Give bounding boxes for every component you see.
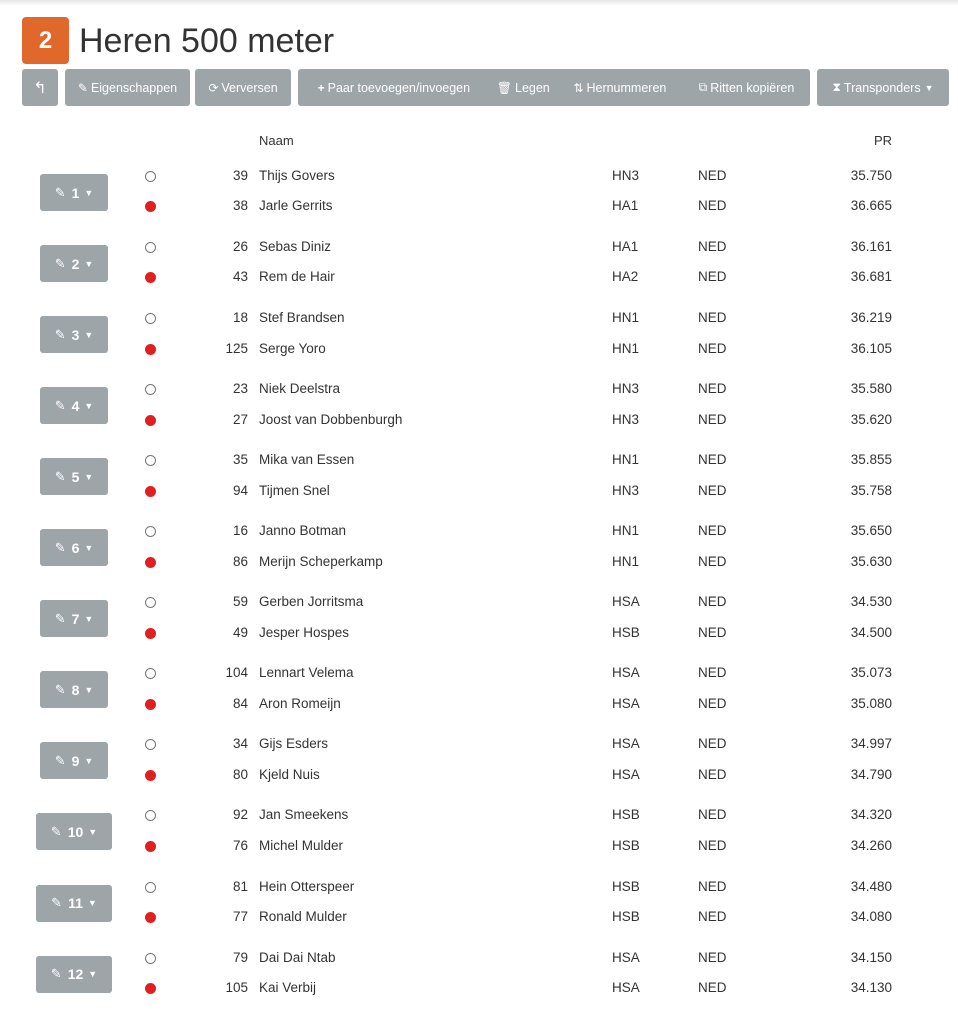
clear-button[interactable] (490, 69, 557, 106)
skater-row[interactable] (0, 517, 958, 547)
skater-nationality: NED (698, 198, 727, 214)
hourglass-icon: ⧗ (832, 80, 841, 94)
skater-nationality: NED (698, 624, 727, 640)
heat-number: 4 (71, 397, 80, 414)
caret-down-icon: ▼ (84, 187, 94, 198)
skater-category: HSA (612, 594, 640, 610)
skater-personal-record: 34.530 (850, 594, 892, 610)
skater-nationality: NED (698, 908, 727, 924)
heat-number: 12 (67, 966, 84, 983)
skater-row[interactable] (0, 974, 958, 1004)
skater-number: 84 (232, 695, 248, 711)
heat-number: 11 (68, 895, 83, 911)
skater-category: HA1 (612, 239, 639, 255)
skater-personal-record: 35.758 (850, 482, 892, 498)
skater-nationality: NED (698, 482, 727, 498)
skater-category: HSA (612, 949, 640, 965)
outer-lane-red-dot-icon (145, 912, 156, 923)
top-shadow (0, 0, 958, 6)
skater-nationality: NED (698, 452, 727, 468)
renumber-button[interactable] (557, 69, 683, 106)
skater-personal-record: 36.681 (850, 269, 892, 285)
skater-category: HN1 (612, 523, 640, 539)
skater-name: Lennart Velema (259, 665, 354, 681)
outer-lane-red-dot-icon (145, 201, 156, 212)
skater-category: HSA (612, 695, 640, 711)
skater-number: 105 (225, 979, 248, 995)
outer-lane-red-dot-icon (145, 770, 156, 781)
skater-category: HN3 (612, 482, 640, 498)
skater-nationality: NED (698, 269, 727, 285)
skater-category: HN3 (612, 381, 640, 397)
skater-personal-record: 35.630 (850, 553, 892, 569)
skater-row[interactable] (0, 477, 958, 507)
skater-personal-record: 34.260 (850, 837, 892, 853)
skater-name: Merijn Scheperkamp (259, 553, 383, 569)
skater-row[interactable] (0, 944, 958, 974)
edit-icon: ✎ (54, 326, 66, 342)
skater-name: Mika van Essen (259, 452, 355, 468)
skater-nationality: NED (698, 411, 727, 427)
skater-nationality: NED (698, 381, 727, 397)
pair-actions-group (298, 69, 810, 106)
distance-number-badge: 2 (22, 17, 69, 64)
skater-name: Gerben Jorritsma (259, 594, 364, 610)
skater-number: 92 (232, 807, 248, 823)
inner-lane-white-circle-icon (145, 668, 156, 679)
skater-number: 39 (232, 168, 248, 183)
heat-number: 3 (71, 326, 80, 343)
skater-number: 104 (225, 665, 248, 681)
skater-personal-record: 34.130 (850, 979, 892, 995)
skater-category: HA1 (612, 198, 639, 214)
clear-label: Legen (515, 80, 550, 95)
properties-button[interactable] (65, 69, 190, 106)
skater-row[interactable] (0, 263, 958, 293)
column-header-pr: PR (873, 133, 892, 148)
outer-lane-red-dot-icon (145, 628, 156, 639)
skater-category: HN3 (612, 168, 640, 183)
inner-lane-white-circle-icon (145, 953, 156, 964)
caret-down-icon: ▼ (84, 613, 94, 624)
skater-category: HSB (612, 807, 640, 823)
skater-row[interactable] (0, 548, 958, 578)
skater-personal-record: 35.650 (850, 523, 892, 539)
skater-nationality: NED (698, 979, 727, 995)
skater-personal-record: 36.665 (850, 198, 892, 214)
skater-personal-record: 36.105 (850, 340, 892, 356)
edit-icon: ✎ (54, 397, 66, 413)
skater-category: HN1 (612, 340, 640, 356)
transponders-label: Transponders (843, 80, 921, 95)
skater-personal-record: 35.580 (850, 381, 892, 397)
heat-number: 9 (71, 752, 80, 769)
skater-personal-record: 34.150 (850, 949, 892, 965)
skater-number: 94 (232, 482, 248, 498)
skater-name: Serge Yoro (259, 340, 326, 356)
skater-nationality: NED (698, 665, 727, 681)
edit-icon: ✎ (54, 681, 66, 697)
skater-personal-record: 36.161 (850, 239, 892, 255)
copy-heats-label: Ritten kopiëren (710, 80, 795, 95)
skater-row[interactable] (0, 873, 958, 903)
caret-down-icon: ▼ (84, 755, 94, 766)
caret-down-icon: ▼ (84, 684, 94, 695)
skater-name: Gijs Esders (259, 736, 329, 752)
skater-name: Thijs Govers (259, 168, 335, 183)
skater-personal-record: 34.480 (850, 878, 892, 894)
caret-down-icon: ▼ (84, 258, 94, 269)
skater-number: 81 (232, 878, 248, 894)
skater-personal-record: 34.997 (850, 736, 892, 752)
skater-nationality: NED (698, 168, 727, 183)
skater-number: 43 (232, 269, 248, 285)
outer-lane-red-dot-icon (145, 557, 156, 568)
skater-personal-record: 35.073 (850, 665, 892, 681)
skater-category: HSA (612, 665, 640, 681)
skater-name: Niek Deelstra (259, 381, 341, 397)
caret-down-icon: ▼ (924, 82, 934, 93)
skater-name: Sebas Diniz (259, 239, 332, 255)
skater-row[interactable] (0, 304, 958, 334)
skater-nationality: NED (698, 878, 727, 894)
column-header-name: Naam (259, 133, 294, 148)
skater-nationality: NED (698, 239, 727, 255)
caret-down-icon: ▼ (84, 329, 94, 340)
edit-icon: ✎ (54, 255, 66, 271)
skater-nationality: NED (698, 340, 727, 356)
skater-nationality: NED (698, 594, 727, 610)
skater-number: 34 (232, 736, 248, 752)
skater-nationality: NED (698, 807, 727, 823)
skater-row[interactable] (0, 619, 958, 649)
skater-category: HSB (612, 908, 640, 924)
skater-number: 35 (232, 452, 248, 468)
edit-icon: ✎ (54, 539, 66, 555)
caret-down-icon: ▼ (87, 898, 97, 908)
back-button[interactable] (22, 69, 58, 106)
skater-number: 26 (232, 239, 248, 255)
skater-personal-record: 34.790 (850, 766, 892, 782)
refresh-label: Verversen (221, 80, 278, 95)
skater-row[interactable] (0, 233, 958, 263)
add-pair-label: Paar toevoegen/invoegen (327, 80, 471, 95)
skater-row[interactable] (0, 832, 958, 862)
copy-heats-button[interactable] (683, 69, 810, 106)
skater-name: Dai Dai Ntab (259, 949, 336, 965)
edit-icon: ✎ (50, 966, 62, 982)
skater-name: Jarle Gerrits (259, 198, 333, 214)
outer-lane-red-dot-icon (145, 841, 156, 852)
skater-number: 125 (225, 340, 248, 356)
outer-lane-red-dot-icon (145, 486, 156, 497)
renumber-label: Hernummeren (586, 80, 667, 95)
inner-lane-white-circle-icon (145, 526, 156, 537)
inner-lane-white-circle-icon (145, 242, 156, 253)
page-title: Heren 500 meter (79, 21, 335, 60)
heat-number: 7 (71, 610, 80, 627)
outer-lane-red-dot-icon (145, 272, 156, 283)
skater-category: HN1 (612, 452, 640, 468)
skater-name: Kai Verbij (259, 979, 317, 995)
properties-label: Eigenschappen (90, 80, 178, 95)
caret-down-icon: ▼ (84, 542, 94, 553)
skater-personal-record: 35.080 (850, 695, 892, 711)
skater-nationality: NED (698, 553, 727, 569)
skater-row[interactable] (0, 690, 958, 720)
skater-number: 38 (232, 198, 248, 214)
sort-numeric-icon: ⇅ (573, 80, 584, 95)
plus-icon: + (317, 80, 325, 95)
skater-number: 79 (232, 949, 248, 965)
skater-number: 86 (232, 553, 248, 569)
skater-personal-record: 35.855 (850, 452, 892, 468)
skater-category: HSB (612, 837, 640, 853)
skater-number: 80 (232, 766, 248, 782)
skater-name: Stef Brandsen (259, 310, 345, 326)
skater-nationality: NED (698, 837, 727, 853)
transponders-dropdown-button[interactable] (817, 69, 949, 106)
skater-row[interactable] (0, 406, 958, 436)
skater-name: Ronald Mulder (259, 908, 347, 924)
skater-personal-record: 34.320 (850, 807, 892, 823)
skater-nationality: NED (698, 766, 727, 782)
heat-number: 5 (71, 468, 80, 485)
skater-category: HN1 (612, 553, 640, 569)
skater-category: HSA (612, 766, 640, 782)
skater-number: 59 (232, 594, 248, 610)
skater-row[interactable] (0, 903, 958, 933)
caret-down-icon: ▼ (84, 400, 94, 411)
skater-number: 16 (232, 523, 248, 539)
skater-row[interactable] (0, 730, 958, 760)
skater-row[interactable] (0, 761, 958, 791)
skater-name: Jan Smeekens (259, 807, 349, 823)
caret-down-icon: ▼ (84, 471, 94, 482)
skater-personal-record: 34.080 (850, 908, 892, 924)
refresh-button[interactable] (195, 69, 291, 106)
skater-number: 18 (232, 310, 248, 326)
edit-icon: ✎ (51, 895, 63, 910)
skater-name: Hein Otterspeer (259, 878, 355, 894)
heat-number: 2 (71, 255, 80, 272)
skater-category: HN1 (612, 310, 640, 326)
inner-lane-white-circle-icon (145, 882, 156, 893)
skater-category: HSA (612, 736, 640, 752)
skater-row[interactable] (0, 192, 958, 222)
skater-personal-record: 35.750 (850, 168, 892, 183)
skater-category: HA2 (612, 269, 639, 285)
skater-nationality: NED (698, 310, 727, 326)
skater-row[interactable] (0, 375, 958, 405)
skater-row[interactable] (0, 659, 958, 689)
skater-row[interactable] (0, 801, 958, 831)
inner-lane-white-circle-icon (145, 597, 156, 608)
skater-name: Aron Romeijn (259, 695, 341, 711)
skater-row[interactable] (0, 335, 958, 365)
skater-personal-record: 35.620 (850, 411, 892, 427)
skater-category: HN3 (612, 411, 640, 427)
outer-lane-red-dot-icon (145, 699, 156, 710)
skater-name: Rem de Hair (259, 269, 335, 285)
skater-nationality: NED (698, 736, 727, 752)
copy-icon: ⧉ (698, 80, 708, 94)
undo-icon: ↰ (33, 79, 47, 97)
inner-lane-white-circle-icon (145, 313, 156, 324)
skater-personal-record: 36.219 (850, 310, 892, 326)
skater-row[interactable] (0, 162, 958, 192)
refresh-icon: ⟳ (208, 80, 219, 95)
caret-down-icon: ▼ (88, 826, 98, 837)
outer-lane-red-dot-icon (145, 983, 156, 994)
skater-number: 23 (232, 381, 248, 397)
skater-personal-record: 34.500 (850, 624, 892, 640)
inner-lane-white-circle-icon (145, 455, 156, 466)
inner-lane-white-circle-icon (145, 810, 156, 821)
skater-name: Janno Botman (259, 523, 347, 539)
inner-lane-white-circle-icon (145, 171, 156, 182)
skater-name: Kjeld Nuis (259, 766, 320, 782)
skater-name: Michel Mulder (259, 837, 344, 853)
inner-lane-white-circle-icon (145, 739, 156, 750)
skater-name: Joost van Dobbenburgh (259, 411, 403, 427)
skater-category: HSB (612, 624, 640, 640)
caret-down-icon: ▼ (88, 969, 98, 980)
skater-category: HSB (612, 878, 640, 894)
skater-row[interactable] (0, 446, 958, 476)
skater-number: 49 (232, 624, 248, 640)
skater-row[interactable] (0, 588, 958, 618)
inner-lane-white-circle-icon (145, 384, 156, 395)
skater-number: 27 (232, 411, 248, 427)
skater-category: HSA (612, 979, 640, 995)
skater-number: 77 (232, 908, 248, 924)
edit-icon: ✎ (54, 752, 66, 768)
skater-name: Tijmen Snel (259, 482, 330, 498)
page-header (22, 17, 334, 64)
heat-number: 1 (71, 184, 80, 201)
skater-nationality: NED (698, 523, 727, 539)
outer-lane-red-dot-icon (145, 344, 156, 355)
heat-number: 10 (67, 823, 84, 840)
edit-icon: ✎ (77, 80, 88, 95)
skater-name: Jesper Hospes (259, 624, 350, 640)
outer-lane-red-dot-icon (145, 415, 156, 426)
skater-number: 76 (232, 837, 248, 853)
heat-number: 8 (71, 681, 80, 698)
add-pair-button[interactable] (298, 69, 490, 106)
heat-number: 6 (71, 539, 80, 556)
skater-nationality: NED (698, 949, 727, 965)
edit-icon: ✎ (50, 823, 62, 839)
edit-icon: ✎ (54, 184, 66, 200)
trash-icon: 🗑 (496, 80, 512, 95)
edit-icon: ✎ (54, 468, 66, 484)
skater-nationality: NED (698, 695, 727, 711)
edit-icon: ✎ (54, 610, 66, 626)
